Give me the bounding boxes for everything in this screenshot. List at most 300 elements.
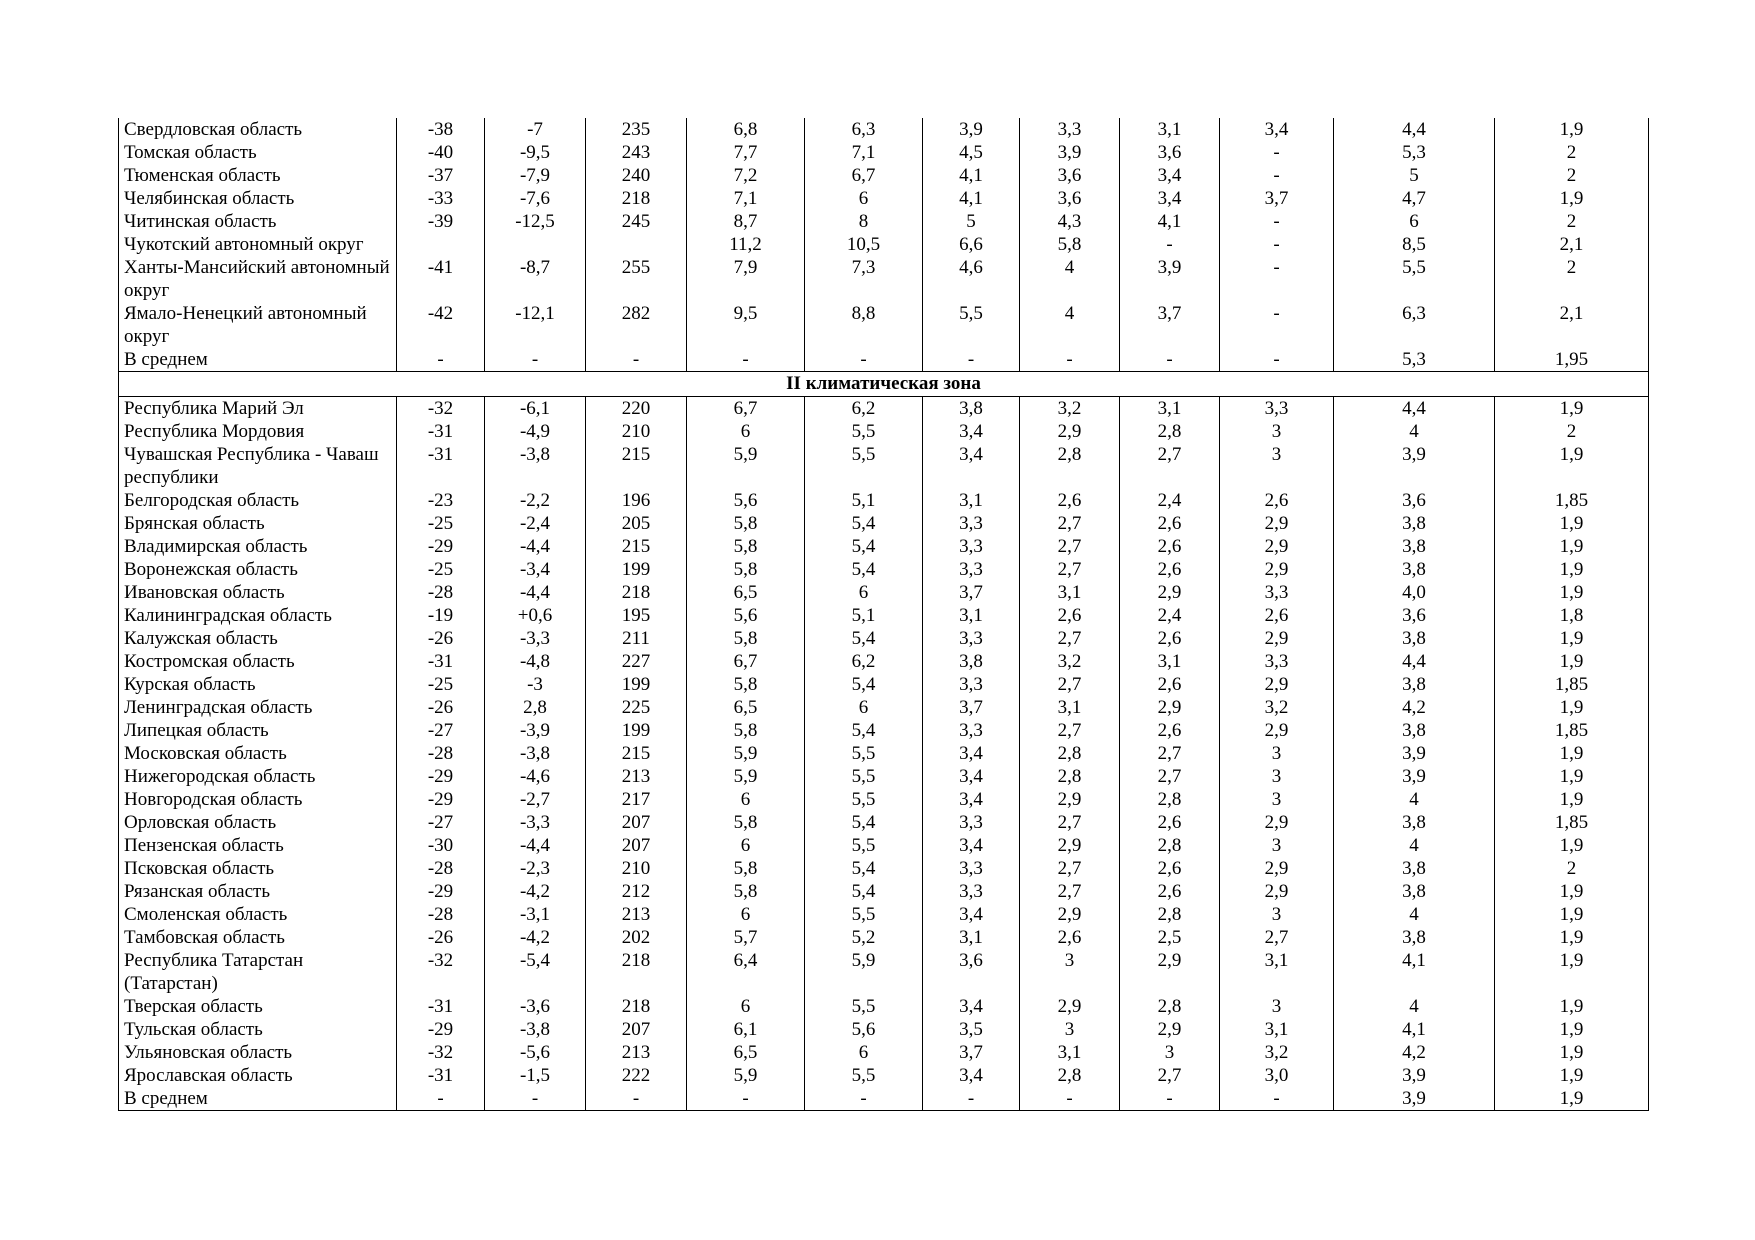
value-cell: -28 <box>397 742 485 765</box>
value-cell: 5,5 <box>805 788 923 811</box>
region-name-cell: Белгородская область <box>119 489 397 512</box>
value-cell: 2,7 <box>1020 719 1120 742</box>
table-row <box>119 627 1649 650</box>
value-cell: 3,1 <box>1220 949 1334 995</box>
value-cell: 6,7 <box>687 397 805 421</box>
value-cell: - <box>923 348 1020 372</box>
value-cell: 6 <box>687 420 805 443</box>
value-cell: 3,7 <box>923 1041 1020 1064</box>
table-row <box>119 811 1649 834</box>
value-cell: 3,9 <box>1334 1064 1495 1087</box>
value-cell: 2,8 <box>1120 995 1220 1018</box>
value-cell: - <box>1220 233 1334 256</box>
value-cell: 3 <box>1220 742 1334 765</box>
value-cell: 5,4 <box>805 627 923 650</box>
value-cell: 4,2 <box>1334 696 1495 719</box>
value-cell: 222 <box>586 1064 687 1087</box>
value-cell: 3,4 <box>923 765 1020 788</box>
value-cell: 7,2 <box>687 164 805 187</box>
value-cell: 2,7 <box>1020 811 1120 834</box>
value-cell: - <box>485 1087 586 1111</box>
value-cell: 207 <box>586 834 687 857</box>
value-cell: 2 <box>1495 164 1649 187</box>
table-row <box>119 834 1649 857</box>
table-row <box>119 489 1649 512</box>
value-cell: 5,8 <box>687 811 805 834</box>
value-cell: 1,9 <box>1495 788 1649 811</box>
value-cell: 1,9 <box>1495 512 1649 535</box>
value-cell: 3,6 <box>1020 187 1120 210</box>
table-row <box>119 926 1649 949</box>
value-cell: 2,8 <box>1120 788 1220 811</box>
value-cell: 5,9 <box>687 765 805 788</box>
value-cell: 3,3 <box>923 558 1020 581</box>
region-name-cell: Костромская область <box>119 650 397 673</box>
value-cell: -32 <box>397 1041 485 1064</box>
value-cell: - <box>1020 348 1120 372</box>
region-name-cell: В среднем <box>119 348 397 372</box>
value-cell: 3,4 <box>1120 164 1220 187</box>
value-cell: 3,1 <box>1120 397 1220 421</box>
value-cell: 4,2 <box>1334 1041 1495 1064</box>
value-cell: 2,9 <box>1120 581 1220 604</box>
value-cell: 1,85 <box>1495 719 1649 742</box>
value-cell: 3 <box>1220 995 1334 1018</box>
value-cell: -37 <box>397 164 485 187</box>
value-cell: 3,6 <box>1334 489 1495 512</box>
value-cell: -3,3 <box>485 627 586 650</box>
value-cell: - <box>397 348 485 372</box>
value-cell: 4,1 <box>923 164 1020 187</box>
table-row <box>119 512 1649 535</box>
value-cell: - <box>586 348 687 372</box>
value-cell: 3,6 <box>1020 164 1120 187</box>
table-row <box>119 302 1649 348</box>
value-cell: -4,4 <box>485 581 586 604</box>
value-cell: - <box>1120 233 1220 256</box>
value-cell: 3,7 <box>1120 302 1220 348</box>
value-cell: 5,8 <box>687 627 805 650</box>
value-cell: -31 <box>397 1064 485 1087</box>
value-cell: -12,5 <box>485 210 586 233</box>
value-cell: 207 <box>586 1018 687 1041</box>
region-name-cell: Ямало-Ненецкий автономный округ <box>119 302 397 348</box>
average-row <box>119 348 1649 372</box>
value-cell: -32 <box>397 397 485 421</box>
value-cell: -23 <box>397 489 485 512</box>
value-cell: 3,9 <box>1334 1087 1495 1111</box>
value-cell: 2,8 <box>1120 834 1220 857</box>
value-cell: 2,5 <box>1120 926 1220 949</box>
region-name-cell: Пензенская область <box>119 834 397 857</box>
value-cell: -39 <box>397 210 485 233</box>
table-row <box>119 1064 1649 1087</box>
value-cell: 2,9 <box>1120 1018 1220 1041</box>
value-cell: 5,5 <box>805 742 923 765</box>
value-cell: 6,1 <box>687 1018 805 1041</box>
table-row <box>119 995 1649 1018</box>
value-cell: 2,7 <box>1120 742 1220 765</box>
value-cell: 11,2 <box>687 233 805 256</box>
value-cell: 3,8 <box>1334 857 1495 880</box>
value-cell: 7,9 <box>687 256 805 302</box>
value-cell: -2,7 <box>485 788 586 811</box>
value-cell: 2,1 <box>1495 302 1649 348</box>
value-cell: 2,6 <box>1020 489 1120 512</box>
value-cell: -29 <box>397 1018 485 1041</box>
value-cell: 2,9 <box>1220 627 1334 650</box>
value-cell: 3,6 <box>1334 604 1495 627</box>
value-cell <box>397 233 485 256</box>
value-cell: -12,1 <box>485 302 586 348</box>
value-cell: 5,6 <box>687 604 805 627</box>
value-cell: 2,9 <box>1020 420 1120 443</box>
value-cell: 5,5 <box>805 834 923 857</box>
value-cell: 3,8 <box>1334 558 1495 581</box>
value-cell: 1,9 <box>1495 1087 1649 1111</box>
value-cell: 3,8 <box>1334 880 1495 903</box>
table-row <box>119 233 1649 256</box>
value-cell: 2,7 <box>1120 443 1220 489</box>
value-cell: - <box>1220 164 1334 187</box>
value-cell: - <box>923 1087 1020 1111</box>
value-cell: 5,4 <box>805 719 923 742</box>
value-cell: 2,9 <box>1120 949 1220 995</box>
value-cell: 8,7 <box>687 210 805 233</box>
value-cell: 218 <box>586 949 687 995</box>
value-cell: 2,6 <box>1120 535 1220 558</box>
value-cell: 2,4 <box>1120 604 1220 627</box>
region-name-cell: Чувашская Республика - Чаваш республики <box>119 443 397 489</box>
value-cell: 1,9 <box>1495 558 1649 581</box>
value-cell: 2,8 <box>485 696 586 719</box>
value-cell: -4,6 <box>485 765 586 788</box>
value-cell: -3 <box>485 673 586 696</box>
value-cell: -26 <box>397 627 485 650</box>
value-cell: 1,9 <box>1495 696 1649 719</box>
value-cell: 6 <box>687 788 805 811</box>
value-cell: 3 <box>1220 443 1334 489</box>
value-cell: 2,9 <box>1220 558 1334 581</box>
value-cell: - <box>1020 1087 1120 1111</box>
region-name-cell: Тульская область <box>119 1018 397 1041</box>
value-cell: 4,6 <box>923 256 1020 302</box>
value-cell: 10,5 <box>805 233 923 256</box>
value-cell: 215 <box>586 535 687 558</box>
region-name-cell: Рязанская область <box>119 880 397 903</box>
value-cell: 7,1 <box>687 187 805 210</box>
value-cell: 220 <box>586 397 687 421</box>
value-cell: 2,1 <box>1495 233 1649 256</box>
value-cell: 3,8 <box>1334 811 1495 834</box>
value-cell: 3,1 <box>1020 581 1120 604</box>
value-cell: 5,1 <box>805 604 923 627</box>
value-cell: 5,4 <box>805 857 923 880</box>
value-cell: 3,9 <box>923 118 1020 141</box>
value-cell: 3,0 <box>1220 1064 1334 1087</box>
region-name-cell: Тамбовская область <box>119 926 397 949</box>
value-cell: 2,6 <box>1120 558 1220 581</box>
value-cell: 6 <box>805 696 923 719</box>
value-cell: 5,4 <box>805 535 923 558</box>
value-cell: 205 <box>586 512 687 535</box>
table-row <box>119 604 1649 627</box>
region-name-cell: Челябинская область <box>119 187 397 210</box>
value-cell: 5,5 <box>923 302 1020 348</box>
value-cell: -3,8 <box>485 443 586 489</box>
value-cell: 8 <box>805 210 923 233</box>
value-cell: 5,4 <box>805 811 923 834</box>
value-cell: 3,9 <box>1120 256 1220 302</box>
value-cell: 6,5 <box>687 696 805 719</box>
value-cell: -3,4 <box>485 558 586 581</box>
value-cell: - <box>1220 141 1334 164</box>
region-name-cell: Ленинградская область <box>119 696 397 719</box>
value-cell: 3,7 <box>1220 187 1334 210</box>
value-cell: 3 <box>1020 1018 1120 1041</box>
value-cell: 5,8 <box>687 880 805 903</box>
value-cell: - <box>1120 1087 1220 1111</box>
value-cell: 3,8 <box>1334 627 1495 650</box>
value-cell: -31 <box>397 650 485 673</box>
region-name-cell: Тюменская область <box>119 164 397 187</box>
value-cell: -33 <box>397 187 485 210</box>
value-cell: 218 <box>586 187 687 210</box>
value-cell: 3 <box>1220 420 1334 443</box>
value-cell: - <box>805 1087 923 1111</box>
value-cell: 1,9 <box>1495 742 1649 765</box>
value-cell: 4 <box>1334 995 1495 1018</box>
value-cell: 3 <box>1020 949 1120 995</box>
value-cell: 3,5 <box>923 1018 1020 1041</box>
region-name-cell: В среднем <box>119 1087 397 1111</box>
table-row <box>119 187 1649 210</box>
region-name-cell: Орловская область <box>119 811 397 834</box>
value-cell: -29 <box>397 788 485 811</box>
value-cell: -7,6 <box>485 187 586 210</box>
value-cell: 3,8 <box>1334 535 1495 558</box>
value-cell: 5,6 <box>687 489 805 512</box>
value-cell: 2,8 <box>1020 742 1120 765</box>
value-cell: 218 <box>586 581 687 604</box>
value-cell: -26 <box>397 926 485 949</box>
value-cell: 1,9 <box>1495 187 1649 210</box>
value-cell: 4 <box>1020 256 1120 302</box>
region-name-cell: Калининградская область <box>119 604 397 627</box>
value-cell: 2 <box>1495 256 1649 302</box>
value-cell: 3,4 <box>923 995 1020 1018</box>
value-cell: 2,4 <box>1120 489 1220 512</box>
value-cell: 4,5 <box>923 141 1020 164</box>
value-cell: 6,2 <box>805 650 923 673</box>
region-name-cell: Республика Марий Эл <box>119 397 397 421</box>
value-cell: 1,85 <box>1495 673 1649 696</box>
value-cell: 1,9 <box>1495 995 1649 1018</box>
value-cell: 5,8 <box>1020 233 1120 256</box>
value-cell: 3,7 <box>923 696 1020 719</box>
value-cell: 6,3 <box>805 118 923 141</box>
region-name-cell: Тверская область <box>119 995 397 1018</box>
value-cell: -3,8 <box>485 1018 586 1041</box>
value-cell: 2,6 <box>1020 926 1120 949</box>
value-cell: 3,3 <box>1020 118 1120 141</box>
value-cell: 3,4 <box>923 742 1020 765</box>
region-name-cell: Владимирская область <box>119 535 397 558</box>
value-cell: 210 <box>586 420 687 443</box>
value-cell: 1,9 <box>1495 650 1649 673</box>
value-cell: -6,1 <box>485 397 586 421</box>
value-cell: 4 <box>1334 903 1495 926</box>
value-cell: 3,9 <box>1334 765 1495 788</box>
zone-header-row <box>119 372 1649 397</box>
value-cell: 1,9 <box>1495 118 1649 141</box>
value-cell: 5,3 <box>1334 141 1495 164</box>
table-row <box>119 397 1649 421</box>
value-cell: 6 <box>805 581 923 604</box>
value-cell: 4 <box>1020 302 1120 348</box>
value-cell: -3,1 <box>485 903 586 926</box>
value-cell: 3,3 <box>923 512 1020 535</box>
value-cell: 4,3 <box>1020 210 1120 233</box>
value-cell: 202 <box>586 926 687 949</box>
value-cell: 240 <box>586 164 687 187</box>
value-cell: 4,1 <box>1334 1018 1495 1041</box>
region-name-cell: Брянская область <box>119 512 397 535</box>
value-cell: -3,6 <box>485 995 586 1018</box>
value-cell: 5,5 <box>805 443 923 489</box>
value-cell: 245 <box>586 210 687 233</box>
value-cell: 2,6 <box>1120 512 1220 535</box>
value-cell: -29 <box>397 535 485 558</box>
value-cell: 1,9 <box>1495 1041 1649 1064</box>
value-cell: 1,9 <box>1495 949 1649 995</box>
value-cell: 3,8 <box>1334 719 1495 742</box>
value-cell: 3,7 <box>923 581 1020 604</box>
value-cell: 1,85 <box>1495 489 1649 512</box>
value-cell: 199 <box>586 558 687 581</box>
value-cell: 3,1 <box>1020 696 1120 719</box>
value-cell: 5,5 <box>805 1064 923 1087</box>
value-cell: 7,1 <box>805 141 923 164</box>
value-cell: 2,8 <box>1120 420 1220 443</box>
value-cell: -4,8 <box>485 650 586 673</box>
table-row <box>119 650 1649 673</box>
value-cell: 227 <box>586 650 687 673</box>
value-cell: 2,7 <box>1220 926 1334 949</box>
value-cell: 4 <box>1334 420 1495 443</box>
value-cell: 3,3 <box>923 811 1020 834</box>
value-cell: 2,8 <box>1020 765 1120 788</box>
value-cell: 211 <box>586 627 687 650</box>
value-cell: 6 <box>687 834 805 857</box>
value-cell: 4 <box>1334 788 1495 811</box>
value-cell: -31 <box>397 443 485 489</box>
value-cell: 282 <box>586 302 687 348</box>
value-cell: -19 <box>397 604 485 627</box>
value-cell: 4,4 <box>1334 650 1495 673</box>
region-name-cell: Калужская область <box>119 627 397 650</box>
value-cell: 2,9 <box>1220 857 1334 880</box>
value-cell: 5,8 <box>687 857 805 880</box>
value-cell: 1,8 <box>1495 604 1649 627</box>
region-name-cell: Ульяновская область <box>119 1041 397 1064</box>
value-cell: 212 <box>586 880 687 903</box>
value-cell: 2 <box>1495 857 1649 880</box>
value-cell: 2,7 <box>1120 1064 1220 1087</box>
value-cell: -5,6 <box>485 1041 586 1064</box>
value-cell: 2,6 <box>1120 719 1220 742</box>
table-row <box>119 256 1649 302</box>
value-cell: 2,6 <box>1120 880 1220 903</box>
value-cell: -8,7 <box>485 256 586 302</box>
value-cell: 3 <box>1120 1041 1220 1064</box>
value-cell: 4,1 <box>1120 210 1220 233</box>
value-cell: 2,7 <box>1020 512 1120 535</box>
value-cell: - <box>586 1087 687 1111</box>
value-cell: -42 <box>397 302 485 348</box>
value-cell: 2,7 <box>1120 765 1220 788</box>
value-cell: 5,9 <box>805 949 923 995</box>
value-cell: 1,9 <box>1495 903 1649 926</box>
region-name-cell: Ханты-Мансийский автономный округ <box>119 256 397 302</box>
value-cell: 8,5 <box>1334 233 1495 256</box>
value-cell: -40 <box>397 141 485 164</box>
value-cell: - <box>1220 348 1334 372</box>
table-row <box>119 581 1649 604</box>
value-cell: 6,5 <box>687 1041 805 1064</box>
region-name-cell: Псковская область <box>119 857 397 880</box>
value-cell: 5,2 <box>805 926 923 949</box>
value-cell: -31 <box>397 995 485 1018</box>
value-cell: 5,8 <box>687 558 805 581</box>
value-cell: 2,6 <box>1220 604 1334 627</box>
value-cell: 3,8 <box>1334 512 1495 535</box>
value-cell: 3,9 <box>1334 443 1495 489</box>
value-cell: -28 <box>397 903 485 926</box>
region-name-cell: Липецкая область <box>119 719 397 742</box>
value-cell: 3,1 <box>923 926 1020 949</box>
value-cell: -2,2 <box>485 489 586 512</box>
value-cell: - <box>1120 348 1220 372</box>
value-cell: -7 <box>485 118 586 141</box>
value-cell: -3,3 <box>485 811 586 834</box>
table-row <box>119 673 1649 696</box>
value-cell: 3,4 <box>1120 187 1220 210</box>
value-cell: 1,9 <box>1495 880 1649 903</box>
value-cell: 5,1 <box>805 489 923 512</box>
value-cell: -3,8 <box>485 742 586 765</box>
value-cell: 213 <box>586 765 687 788</box>
value-cell: 2,9 <box>1220 512 1334 535</box>
table-row <box>119 857 1649 880</box>
value-cell: 9,5 <box>687 302 805 348</box>
region-name-cell: Томская область <box>119 141 397 164</box>
value-cell: 3,4 <box>923 420 1020 443</box>
value-cell: 196 <box>586 489 687 512</box>
value-cell: 3,4 <box>923 834 1020 857</box>
table-row <box>119 443 1649 489</box>
value-cell: 1,9 <box>1495 765 1649 788</box>
value-cell: -4,2 <box>485 926 586 949</box>
value-cell: 4,0 <box>1334 581 1495 604</box>
value-cell: 2,7 <box>1020 673 1120 696</box>
value-cell: -4,4 <box>485 834 586 857</box>
value-cell: 2,6 <box>1120 811 1220 834</box>
value-cell: 213 <box>586 903 687 926</box>
value-cell: - <box>1220 1087 1334 1111</box>
value-cell: 3,8 <box>923 650 1020 673</box>
value-cell: -41 <box>397 256 485 302</box>
